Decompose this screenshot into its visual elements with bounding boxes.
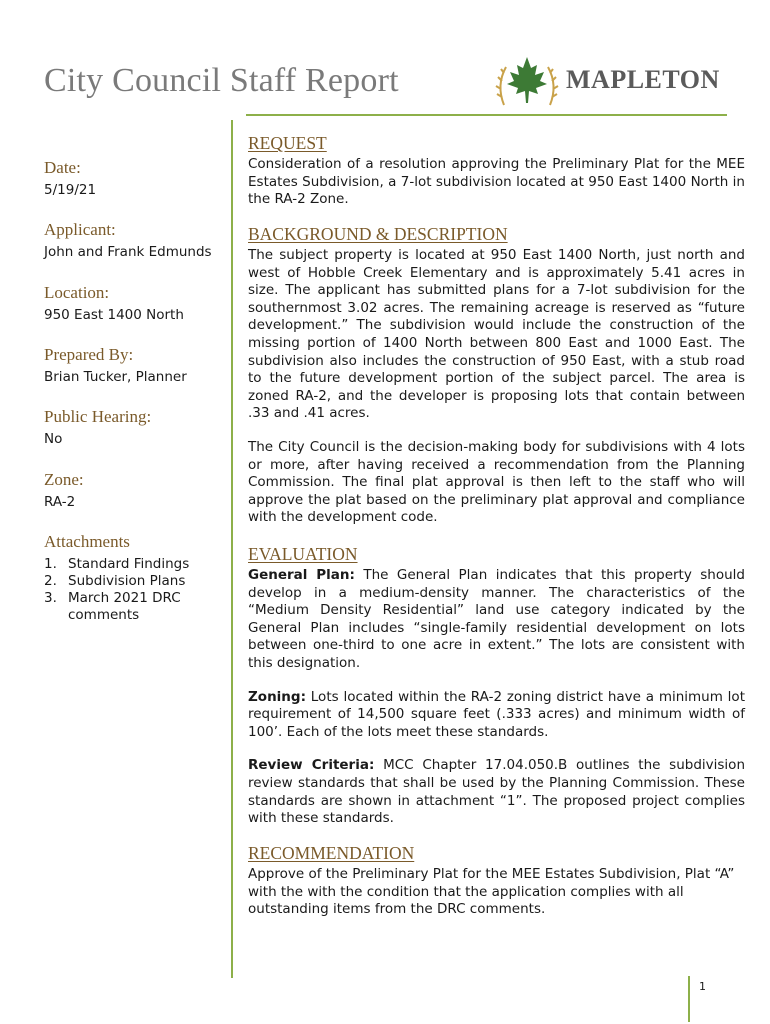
background-paragraph-1: The subject property is located at 950 East 1400 North, just north and west of Hobble Creek Elementary and is approximately 5.41 acres in size. The applicant has submitted plans for a 7-lot subdivision for the southernmost 3.02 acres. The remaining acreage is reserved as “future development.” The subdivision would include the construction of the missing portion of 1400 North between 800 East and 1000 East. The subdivision also includes the construction of 950 East, with a stub road to the future development portion of the subject parcel. The area is zoned RA-2, and the developer is proposing lots that contain between .33 and .41 acres. [248, 247, 745, 422]
attachments-block [44, 532, 229, 624]
zoning-label: Zoning: [248, 688, 306, 705]
report-title: City Council Staff Report [44, 62, 399, 99]
page-number: 1 [699, 980, 706, 993]
background-section [248, 224, 745, 527]
date-value: 5/19/21 [44, 182, 97, 198]
evaluation-heading: EVALUATION [248, 544, 358, 564]
attachments-label: Attachments [44, 532, 130, 551]
general-plan-text: The General Plan indicates that this property should develop in a medium-density manner. The characteristics of the “Medium Density Residential” land use category indicated by the General Plan includes “single-family residential development on lots between one-third to one acre in extent.” The lots are consistent with this designation. [248, 567, 745, 671]
applicant-block [44, 220, 229, 260]
evaluation-section [248, 544, 745, 828]
maple-leaf-icon [492, 55, 562, 111]
hearing-label: Public Hearing: [44, 407, 152, 426]
attachment-item: 3. March 2021 DRC comments [44, 590, 181, 623]
recommendation-text: Approve of the Preliminary Plat for the MEE Estates Subdivision, Plat “A” with the with the condition that the application complies with all outstanding items from the DRC comments. [248, 866, 735, 918]
zoning-text: Lots located within the RA-2 zoning district have a minimum lot requirement of 14,500 square feet (.333 acres) and minimum width of 100’. Each of the lots meet these standards. [248, 688, 745, 740]
hearing-block [44, 407, 229, 447]
location-block [44, 283, 229, 323]
zone-label: Zone: [44, 470, 84, 489]
zoning-paragraph [248, 689, 745, 742]
request-section [248, 133, 745, 209]
logo-wordmark: MAPLETON [566, 65, 720, 94]
footer-rule [688, 976, 690, 1022]
review-criteria-text: MCC Chapter 17.04.050.B outlines the subdivision review standards that shall be used by the Planning Commission. These standards are shown in attachment “1”. The proposed project complies with these standards. [248, 757, 745, 827]
general-plan-paragraph [248, 567, 745, 673]
applicant-label: Applicant: [44, 220, 116, 239]
attachment-item: 2. Subdivision Plans [44, 573, 186, 589]
applicant-value: John and Frank Edmunds [44, 244, 212, 260]
date-label: Date: [44, 158, 81, 177]
attachments-list [44, 556, 229, 624]
general-plan-label: General Plan: [248, 567, 355, 583]
review-criteria-label: Review Criteria: [248, 757, 375, 774]
attachment-item: 1. Standard Findings [44, 556, 190, 572]
review-criteria-paragraph [248, 757, 745, 827]
request-heading: REQUEST [248, 133, 327, 153]
prepared-label: Prepared By: [44, 345, 134, 364]
zone-block [44, 470, 229, 510]
mapleton-logo [492, 55, 732, 111]
background-paragraph-2: The City Council is the decision-making body for subdivisions with 4 lots or more, after having received a recommendation from the Planning Commission. The final plat approval is then left to the staff who will approve the plat based on the preliminary plat approval and compliance with the development code. [248, 438, 745, 526]
hearing-value: No [44, 431, 63, 447]
prepared-value: Brian Tucker, Planner [44, 369, 187, 385]
column-divider [231, 120, 233, 978]
location-label: Location: [44, 283, 110, 302]
location-value: 950 East 1400 North [44, 307, 184, 323]
zone-value: RA-2 [44, 494, 76, 510]
header-rule [246, 114, 727, 116]
recommendation-heading: RECOMMENDATION [248, 843, 415, 863]
date-block [44, 158, 229, 198]
prepared-block [44, 345, 229, 385]
background-heading: BACKGROUND & DESCRIPTION [248, 224, 508, 244]
recommendation-section [248, 843, 745, 919]
request-text: Consideration of a resolution approving the Preliminary Plat for the MEE Estates Subdivision, a 7-lot subdivision located at 950 East 1400 North in the RA-2 Zone. [248, 156, 745, 208]
